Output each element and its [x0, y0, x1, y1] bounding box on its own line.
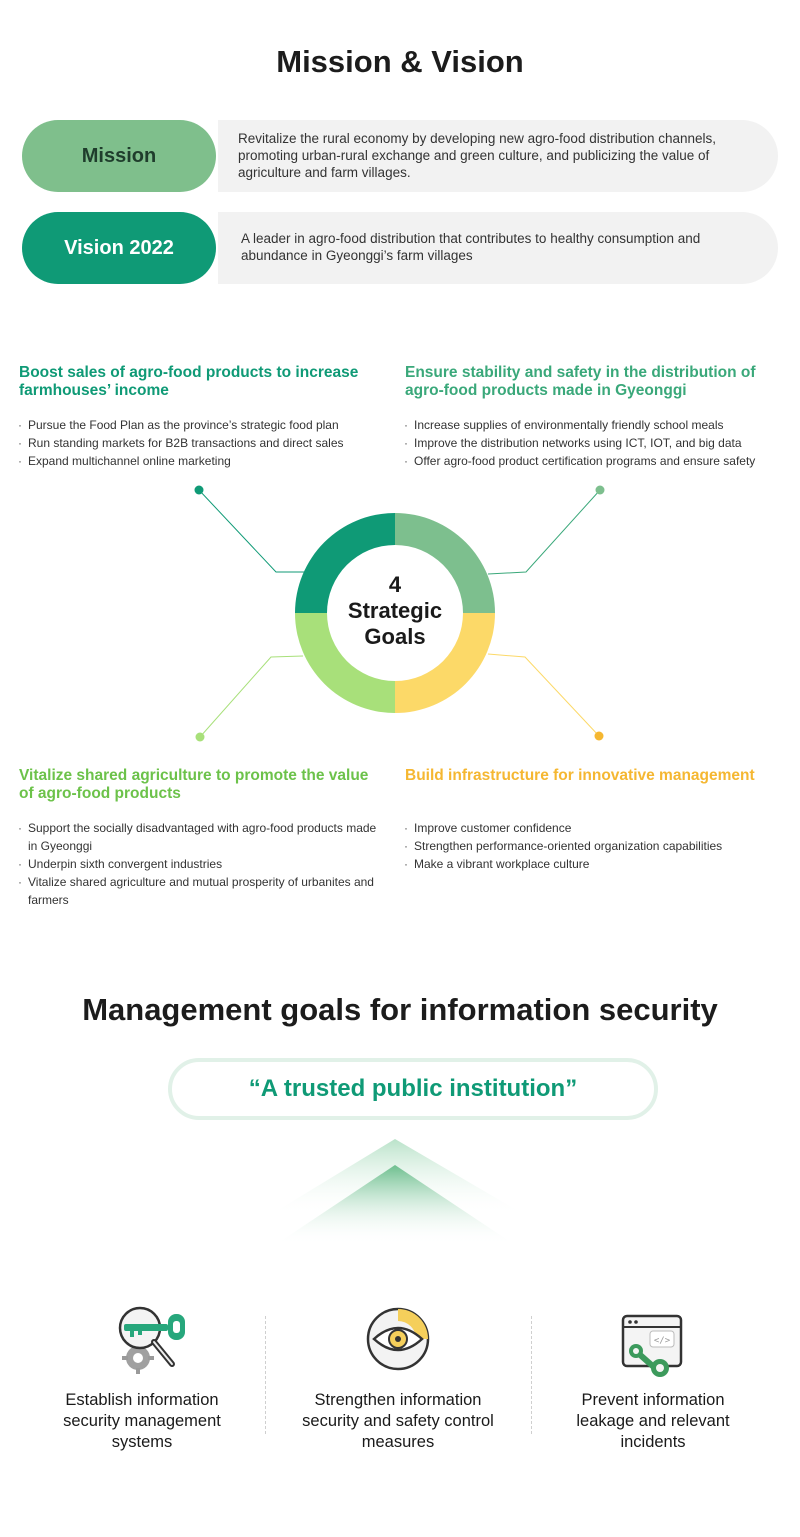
goal-4-list: [404, 819, 784, 873]
list-item: · Strengthen performance-oriented organization capabilities: [404, 837, 784, 855]
up-arrow-graphic: [270, 1135, 530, 1250]
vision-pill: [22, 212, 216, 284]
goal-3-list: [18, 819, 378, 909]
list-item: · Offer agro-food product certification programs and ensure safety: [404, 452, 796, 470]
list-item: · Support the socially disadvantaged with agro-food products made in Gyeonggi: [18, 819, 378, 855]
list-item: · Underpin sixth convergent industries: [18, 855, 378, 873]
goal-2-list: [404, 416, 796, 470]
goal-2-connector: [488, 490, 600, 574]
list-item: · Improve the distribution networks using ICT, IOT, and big data: [404, 434, 796, 452]
list-item: · Make a vibrant workplace culture: [404, 855, 784, 873]
vision-text: A leader in agro-food distribution that contributes to healthy consumption and abundance in Gyeonggi’s farm villages: [241, 231, 701, 263]
goal-4-connector: [488, 654, 599, 736]
vision-label: Vision 2022: [64, 236, 174, 259]
list-item: · Increase supplies of environmentally friendly school meals: [404, 416, 796, 434]
mission-label: Mission: [81, 144, 157, 167]
mission-pill: [22, 120, 216, 192]
list-item: · Run standing markets for B2B transactions and direct sales: [18, 434, 378, 452]
goal-2-dot: [596, 486, 605, 495]
goal-1-title: Boost sales of agro-food products to increase farmhouses’ income: [19, 364, 359, 399]
goal-1-dot: [195, 486, 204, 495]
security-goal-2-label: Strengthen information security and safety control measures: [302, 1391, 494, 1451]
goal-4-dot: [595, 732, 604, 741]
key-gear-icon: [108, 1302, 188, 1378]
divider: [265, 1316, 266, 1434]
list-item: · Vitalize shared agriculture and mutual prosperity of urbanites and farmers: [18, 873, 378, 909]
mission-text: Revitalize the rural economy by developing new agro-food distribution channels, promoting urban-rural exchange and green culture, and publicizing the value of agriculture and farm villages.: [238, 131, 717, 180]
goal-3-connector: [200, 656, 303, 737]
code-window-gear-icon: [620, 1313, 684, 1379]
list-item: · Expand multichannel online marketing: [18, 452, 378, 470]
quote-text: “A trusted public institution”: [248, 1075, 578, 1102]
ring-center-line2: Goals: [364, 624, 426, 649]
goal-3-dot: [196, 733, 205, 742]
security-goal-1-label: Establish information security management systems: [63, 1391, 221, 1451]
security-goal-3-label: Prevent information leakage and relevant incidents: [576, 1391, 730, 1451]
list-item: · Pursue the Food Plan as the province’s strategic food plan: [18, 416, 378, 434]
svg-text:</>: </>: [653, 1336, 671, 1346]
goal-2-title: Ensure stability and safety in the distribution of agro-food products made in Gyeonggi: [405, 364, 756, 399]
goal-1-connector: [199, 490, 305, 572]
ring-center-number: 4: [388, 572, 402, 597]
security-heading: Management goals for information security: [82, 992, 718, 1027]
goal-1-list: [18, 416, 378, 470]
list-item: · Improve customer confidence: [404, 819, 784, 837]
ring-center-label: [330, 572, 460, 650]
ring-center-line1: Strategic: [347, 598, 443, 623]
quote-box: [168, 1058, 658, 1120]
goal-3-title: Vitalize shared agriculture to promote the value of agro-food products: [19, 767, 369, 802]
goal-4-title: Build infrastructure for innovative management: [405, 767, 755, 784]
divider: [531, 1316, 532, 1434]
mission-vision-heading: Mission & Vision: [276, 44, 524, 79]
eye-shield-icon: [364, 1305, 434, 1373]
